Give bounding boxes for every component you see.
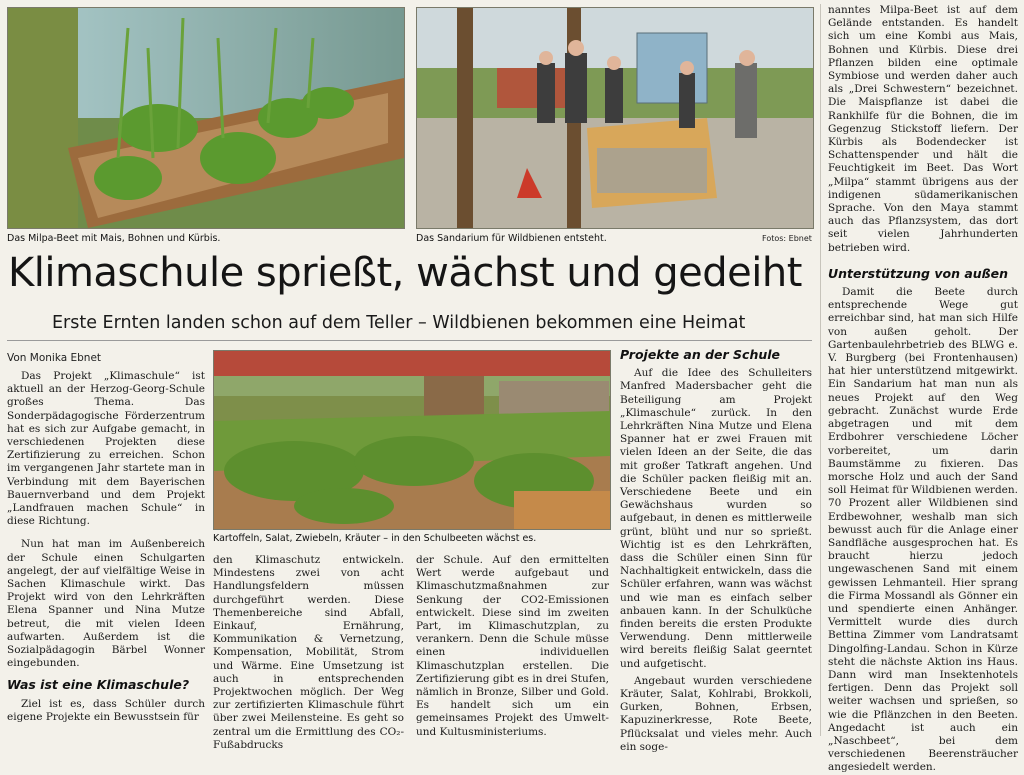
sandarium-caption: Das Sandarium für Wildbienen entsteht. [416,233,607,244]
headline-rule [7,340,812,341]
photo-credit: Fotos: Ebnet [762,234,812,243]
col5-paragraph-1: nanntes Milpa-Beet ist auf dem Gelände entstanden. Es handelt sich um eine Kombi aus Mais, Bohnen und Kürbis. Diese drei Pflanzen bilden eine optimale Symbiose und werden daher auch als „Drei Schwestern“ bezeichnet. Die Maispflanze ist dabei die Rankhilfe für die Bohnen, die im Gegenzug Stickstoff liefern. Der Kürbis als Bodendecker ist Schattenspender und hält die Feuchtigkeit im Beet. Das Wort „Milpa“ stammt übrigens aus der indigenen südamerikanischen Sprache. Von den Maya stammt auch das Pflanzsystem, das dort seit vielen Jahrhunderten betrieben wird. [828,4,1018,254]
col5-paragraph-2: Damit die Beete durch entsprechende Wege gut erreichbar sind, hat man sich Hilfe von außen geholt. Der Gartenbaulehrbetrieb des BLWG e. V. Burgberg (bei Frontenhausen) hat hier unterstützend mitgewirkt. Ein Sandarium hat man nun als neues Projekt auf den Weg gebracht. Zunächst wurde Erde abgetragen und mit dem Erdbohrer verschiedene Löcher vorbereitet, um darin Baumstämme zu fixieren. Das morsche Holz und auch der Sand soll Heimat für Wildbienen werden. 70 Prozent aller Wildbienen sind Erdbewohner, weshalb man sich bewusst auch für die Anlage einer Sandfläche ausgesprochen hat. Es braucht hierzu jedoch ungewaschenen Sand mit einem gewissen Lehmanteil. Hier sprang die Firma Mossandl als Gönner ein und spendierte einen Anhänger. Vermittelt wurde dies durch Bettina Zimmer vom Landratsamt Dingolfing-Landau. Schon in Kürze steht die nächste Aktion ins Haus. Dann wird man Insektenhotels fertigen. Denn das Projekt soll weiter wachsen und sprießen, so wie die Pflänzchen in den Beeten. Angedacht ist auch ein „Naschbeet“, bei dem verschiedenen Beerensträucher angesiedelt werden. [828,286,1018,774]
column-4 [620,346,812,754]
col1-subhead: Was ist eine Klimaschule? [7,677,190,693]
column-2 [213,554,404,752]
column-divider [820,4,821,736]
col3-paragraph-1: der Schule. Auf den ermittelten Wert werde aufgebaut und Klimaschutzmaßnahmen zur Senkung der CO2-Emissionen entwickelt. Diese sind im zweiten Part, im Klimaschutzplan, zu verankern. Denn die Schule müsse einen individuellen Klimaschutzplan erstellen. Die Zertifizierung gibt es in drei Stufen, nämlich in Bronze, Silber und Gold. Es handelt sich um ein gemeinsames Projekt des Umwelt- und Kultusministeriums. [416,554,609,738]
deck: Erste Ernten landen schon auf dem Teller – Wildbienen bekommen eine Heimat [52,313,746,333]
headline: Klimaschule sprießt, wächst und gedeiht [8,250,802,296]
col2-paragraph-1: den Klimaschutz entwickeln. Mindestens zwei von acht Handlungsfeldern müssen durchgeführt werden. Diese Themenbereiche sind Abfall, Einkauf, Ernährung, Kommunikation & Vernetzung, Kompensation, Mobilität, Strom und Wärme. Eine Umsetzung ist auch in entsprechenden Projektwochen möglich. Der Weg zur zertifizierten Klimaschule führt über zwei Meilensteine. Es geht so zentral um die Ermittlung des CO₂-Fußabdrucks [213,554,404,751]
col4-paragraph-1: Auf die Idee des Schulleiters Manfred Madersbacher geht die Beteiligung am Projekt „Klimaschule“ zurück. In den Lehrkräften Nina Mutze und Elena Spanner hat er zwei Frauen mit vielen Ideen an der Seite, die das mit großer Tatkraft angehen. Und die Schüler packen fleißig mit an. Verschiedene Beete und ein Gewächshaus wurden so aufgebaut, in denen es mittlerweile grünt, blüht und nur so sprießt. Wichtig ist es den Lehrkräften, dass die Schüler einen Sinn für Nachhaltigkeit entwickeln, dass die Schüler erfahren, wann was wächst und wie man es einfach selber anbauen kann. In der Schulküche finden bereits die ersten Produkte Verwendung. Denn mittlerweile wird bereits fleißig Salat geerntet und aufgetischt. [620,367,812,670]
col4-paragraph-2: Angebaut wurden verschiedene Kräuter, Salat, Kohlrabi, Brokkoli, Gurken, Bohnen, Erbsen, Kapuzinerkresse, Rote Beete, Pflücksalat und vieles mehr. Auch ein soge- [620,674,812,753]
school-beds-caption: Kartoffeln, Salat, Zwiebeln, Kräuter – in den Schulbeeten wächst es. [213,533,537,544]
column-5 [828,4,1018,775]
col5-subhead: Unterstützung von außen [828,265,1009,281]
col1-paragraph-2: Nun hat man im Außenbereich der Schule einen Schulgarten angelegt, der auf vielfältige Weise in Sachen Klimaschule wirkt. Das Projekt wird von den Lehrkräften Elena Spanner und Nina Mutze betreut, die mit vielen Ideen aufwarten. Außerdem ist die Sozialpädagogin Bärbel Wonner eingebunden. [7,538,205,670]
byline: Von Monika Ebnet [7,352,102,364]
milpa-photo [7,7,405,229]
col4-subhead: Projekte an der Schule [620,347,781,362]
school-beds-photo [213,350,611,530]
col1-paragraph-1: Das Projekt „Klimaschule“ ist aktuell an der Herzog-Georg-Schule großes Thema. Das Sonderpädagogische Förderzentrum hat es sich zur Aufgabe gemacht, in verschiedenen Projekten diese Zertifizierung zu erreichen. Schon im vergangenen Jahr startete man in Verbindung mit dem Bayerischen Bauernverband und dem Projekt „Landfrauen machen Schule“ in diese Richtung. [7,370,205,528]
col1-paragraph-3: Ziel ist es, dass Schüler durch eigene Projekte ein Bewusstsein für [7,697,205,723]
column-1 [7,370,205,724]
milpa-caption: Das Milpa-Beet mit Mais, Bohnen und Kürbis. [7,233,221,244]
sandarium-photo [416,7,814,229]
column-3 [416,554,609,739]
